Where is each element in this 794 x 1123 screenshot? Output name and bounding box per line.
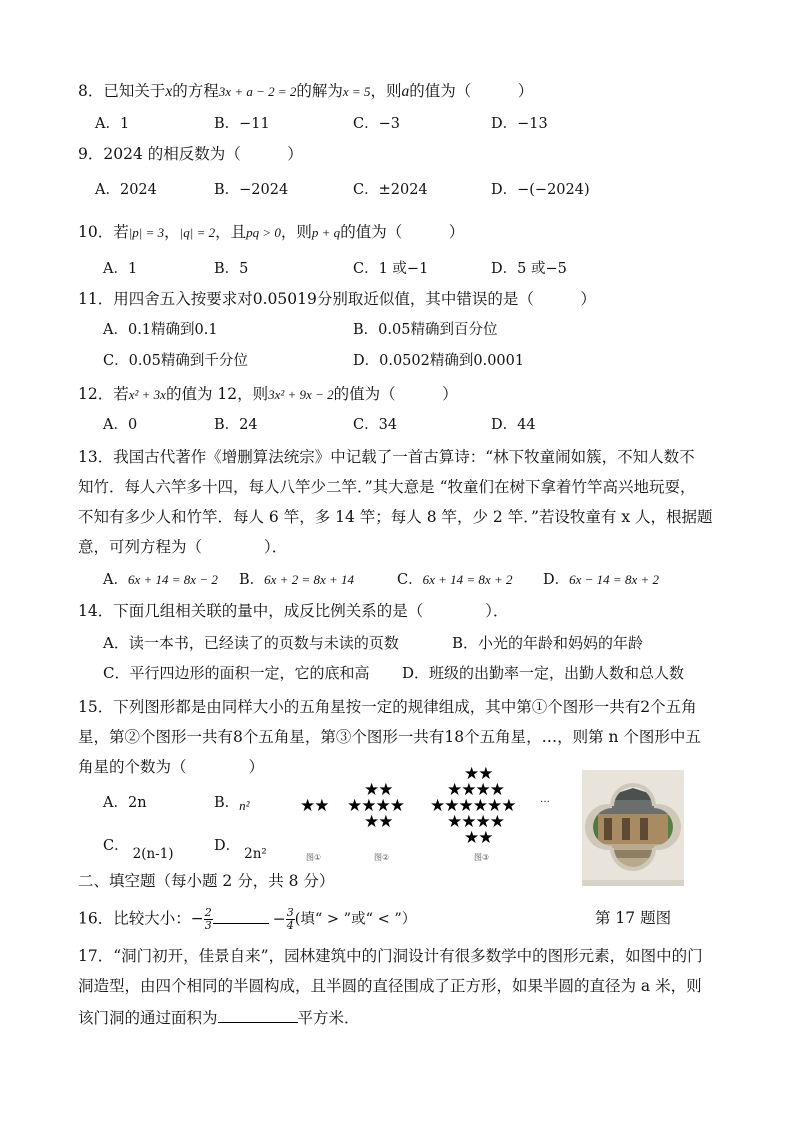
q11-option-c: C．0.05精确到千分位 (103, 353, 248, 369)
q13-option-c-label: C． (397, 572, 423, 588)
figure-2-caption: 图② (374, 853, 390, 862)
star-row (364, 813, 393, 831)
star-icon: ★ (364, 780, 379, 800)
star-icon: ★ (447, 812, 462, 832)
star-row (300, 797, 329, 815)
q10-condition: pq > 0 (246, 225, 281, 240)
q10-end: 的值为（ ） (340, 223, 465, 241)
q17-line-3-text: 该门洞的通过面积为 (78, 1009, 218, 1027)
q13-option-d-eq: 6x − 14 = 8x + 2 (569, 572, 659, 587)
q14-option-b: B．小光的年龄和妈妈的年龄 (452, 634, 644, 652)
q10-expression: p + q (311, 225, 341, 240)
star-icon: ★ (430, 796, 445, 816)
q15-option-b-label: B． (214, 795, 240, 811)
q16-number: 16．比较大小：− (78, 909, 204, 928)
q15-option-d-label: D． (214, 838, 241, 854)
q13-option-b-eq: 6x + 2 = 8x + 14 (264, 572, 355, 587)
q13-option-b-label: B． (239, 572, 265, 588)
q16-fraction-1-numerator: 2 (204, 906, 212, 919)
q10-option-b: B．5 (214, 261, 249, 277)
q10-option-d: D．5 或−5 (491, 261, 567, 277)
q14-option-a: A．读一本书，已经读了的页数与未读的页数 (103, 634, 399, 652)
q10-p-abs: |p| = 3 (128, 225, 165, 240)
star-icon: ★ (378, 780, 393, 800)
q15-option-c-expr: 2(n-1) (132, 846, 174, 862)
q8-text5: 的值为（ ） (409, 82, 534, 100)
garden-doorway-photo (582, 770, 684, 886)
question-14-stem: 14．下面几组相关联的量中，成反比例关系的是（ ）． (78, 602, 509, 620)
q10-then: ，则 (280, 223, 312, 241)
q16-fraction-2-numerator: 3 (286, 906, 294, 919)
star-icon: ★ (458, 796, 473, 816)
star-icon: ★ (464, 764, 479, 784)
star-icon: ★ (475, 780, 490, 800)
q12-expr2: 3x² + 9x − 2 (268, 387, 334, 402)
q15-option-d-expr: 2n² (244, 846, 267, 862)
q13-option-a-eq: 6x + 14 = 8x − 2 (127, 572, 218, 587)
question-10-stem (78, 222, 464, 243)
question-17-line-3 (78, 1006, 360, 1028)
star-icon: ★ (478, 828, 493, 848)
q17-answer-blank[interactable] (218, 1006, 298, 1023)
q12-text: 的值为 12，则 (165, 385, 269, 403)
q12-option-d: D．44 (491, 417, 536, 433)
q16-fraction-1 (204, 907, 213, 932)
q10-sep: ， (164, 223, 180, 241)
section-2-heading: 二、填空题（每小题 2 分，共 8 分） (78, 872, 335, 890)
q11-option-d: D．0.0502精确到0.0001 (353, 353, 525, 369)
q9-option-d: D．−(−2024) (491, 182, 590, 198)
q13-option-a-label: A． (103, 572, 128, 588)
star-icon: ★ (444, 796, 459, 816)
question-15-line-2: 星，第②个图形一共有8个五角星，第③个图形一共有18个五角星，…，则第 n 个图形中五 (78, 728, 701, 746)
q14-option-c: C．平行四边形的面积一定，它的底和高 (103, 664, 370, 682)
q13-option-b (239, 570, 354, 590)
q13-option-c-eq: 6x + 14 = 8x + 2 (422, 572, 513, 587)
q8-option-a: A．1 (95, 116, 130, 132)
q10-and: ，且 (215, 223, 247, 241)
question-17-line-1: 17．“洞门初开，佳景自来”，园林建筑中的门洞设计有很多数学中的图形元素，如图中的门 (78, 947, 703, 965)
q9-option-a: A．2024 (95, 182, 157, 198)
q15-option-d (214, 836, 267, 862)
q12-option-c: C．34 (353, 417, 398, 433)
q9-option-b: B．−2024 (214, 182, 289, 198)
question-11-stem: 11．用四舍五入按要求对0.05019分别取近似值，其中错误的是（ ） (78, 290, 596, 308)
q9-option-c: C．±2024 (353, 182, 428, 198)
q8-var: x (165, 83, 173, 100)
q11-option-a: A．0.1精确到0.1 (103, 322, 218, 338)
question-12-stem (78, 384, 458, 405)
q12-expr1: x² + 3x (128, 387, 166, 402)
q16-fraction-2 (286, 907, 295, 932)
q8-text3: 的解为 (296, 82, 343, 100)
q15-option-c (103, 836, 174, 862)
star-icon: ★ (489, 780, 504, 800)
star-icon: ★ (501, 796, 516, 816)
q8-text2: 的方程 (172, 82, 219, 100)
question-13-line-4: 意，可列方程为（ ）． (78, 538, 288, 556)
q15-option-a: A．2n (103, 795, 147, 811)
q8-number: 8． (78, 82, 104, 100)
question-13-line-1: 13．我国古代著作《增删算法统宗》中记载了一首古算诗：“林下牧童闹如簇，不知人数不 (78, 448, 695, 466)
q16-fraction-2-denominator: 4 (286, 919, 294, 932)
q8-equation: 3x + a − 2 = 2 (218, 84, 297, 99)
q11-option-b: B．0.05精确到百分位 (353, 322, 498, 338)
q12-option-a: A．0 (103, 417, 138, 433)
star-icon: ★ (447, 780, 462, 800)
q15-option-b (214, 793, 250, 813)
q8-text4: ，则 (370, 82, 402, 100)
q13-option-d-label: D． (543, 572, 570, 588)
q16-minus: − (272, 909, 286, 928)
q8-var2: a (401, 83, 410, 100)
q17-unit: 平方米． (297, 1009, 360, 1027)
star-icon: ★ (472, 796, 487, 816)
star-icon: ★ (300, 796, 315, 816)
star-icon: ★ (347, 796, 362, 816)
q16-fraction-1-denominator: 3 (204, 919, 212, 932)
question-13-line-2: 知竹．每人六竿多十四，每人八竿少二竿．”其大意是 “牧童们在树下拿着竹竿高兴地玩耍， (78, 478, 696, 496)
star-icon: ★ (378, 812, 393, 832)
q10-option-a: A．1 (103, 261, 138, 277)
star-icon: ★ (464, 828, 479, 848)
star-icon: ★ (364, 812, 379, 832)
q8-solution: x = 5 (342, 84, 371, 99)
star-icon: ★ (461, 812, 476, 832)
q15-option-b-expr: n² (239, 798, 250, 813)
figure-1-caption: 图① (306, 853, 322, 862)
q12-number: 12．若 (78, 385, 129, 403)
star-icon: ★ (478, 764, 493, 784)
star-icon: ★ (487, 796, 502, 816)
q13-option-d (543, 570, 659, 590)
figure-3-caption: 图③ (474, 853, 490, 862)
question-15-line-3: 角星的个数为（ ） (78, 758, 265, 776)
q8-option-d: D．−13 (491, 116, 548, 132)
star-icon: ★ (389, 796, 404, 816)
q12-end: 的值为（ ） (333, 385, 458, 403)
q8-text: 已知关于 (103, 82, 166, 100)
star-icon: ★ (461, 780, 476, 800)
star-row (464, 829, 493, 847)
q16-instruction: (填“ > ”或“ < ”） (294, 911, 417, 928)
q14-option-d: D．班级的出勤率一定，出勤人数和总人数 (402, 664, 685, 682)
question-13-line-3: 不知有多少人和竹竿．每人 6 竿，多 14 竿；每人 8 竿，少 2 竿．”若设牧童有 x 人，根据题 (78, 508, 713, 526)
q16-answer-blank[interactable] (213, 909, 269, 924)
star-icon: ★ (375, 796, 390, 816)
star-icon: ★ (489, 812, 504, 832)
question-17-line-2: 洞造型，由四个相同的半圆构成，且半圆的直径围成了正方形，如果半圆的直径为 a 米，则 (78, 977, 702, 995)
question-15-line-1: 15．下列图形都是由同样大小的五角星按一定的规律组成，其中第①个图形一共有2个五角 (78, 698, 697, 716)
q8-option-b: B．−11 (214, 116, 270, 132)
q10-option-c: C．1 或−1 (353, 261, 429, 277)
star-icon: ★ (314, 796, 329, 816)
q8-option-c: C．−3 (353, 116, 400, 132)
question-9-stem: 9．2024 的相反数为（ ） (78, 145, 303, 163)
q10-number: 10．若 (78, 223, 129, 241)
question-8-stem (78, 81, 533, 102)
star-icon: ★ (361, 796, 376, 816)
q13-option-a (103, 570, 218, 590)
q12-option-b: B．24 (214, 417, 258, 433)
pattern-ellipsis: … (540, 794, 550, 805)
q15-option-c-label: C． (103, 838, 129, 854)
star-icon: ★ (475, 812, 490, 832)
figure-17-caption: 第 17 题图 (595, 909, 672, 927)
question-16-stem (78, 907, 416, 932)
q13-option-c (397, 570, 512, 590)
q10-q-abs: |q| = 2 (179, 225, 216, 240)
